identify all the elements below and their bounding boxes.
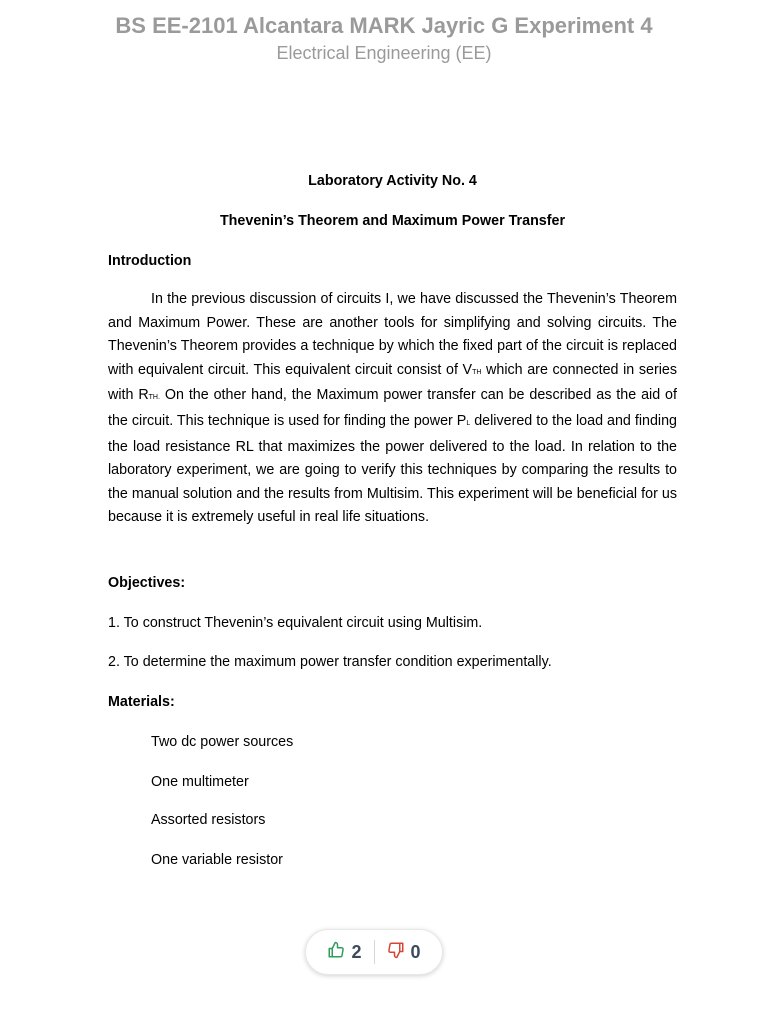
thumbs-up-icon (327, 941, 345, 964)
material-item: One variable resistor (151, 851, 283, 868)
material-item: One multimeter (151, 773, 249, 790)
intro-text-1: In the previous discussion of circuits I, we have discussed the Thevenin’s Theorem and Maximum Power. These are another tools for simplifying and solving circuits. The Thevenin’s Theorem provides a technique by which the fixed part of the circuit is replaced with equivalent circuit. This equivalent circuit consist of V (108, 291, 677, 378)
vote-bar (305, 929, 443, 975)
upvote-count: 2 (351, 941, 362, 962)
materials-heading: Materials: (108, 693, 175, 710)
introduction-paragraph (108, 288, 677, 530)
material-item: Assorted resistors (151, 811, 266, 828)
rth-subscript: TH. (148, 394, 160, 402)
upvote-button[interactable] (315, 941, 373, 964)
intro-text-4: delivered to the load and finding the load resistance RL that maximizes the power delivered to the load. In relation to the laboratory experiment, we are going to verify this techniques by comparing the results to the manual solution and the results from Multisim. This experiment will be beneficial for us because it is extremely useful in real life situations. (108, 412, 677, 526)
document-title: BS EE-2101 Alcantara MARK Jayric G Experiment 4 (115, 13, 653, 38)
document-header (0, 12, 768, 66)
pl-subscript: L (466, 419, 471, 427)
topic-title: Thevenin’s Theorem and Maximum Power Transfer (219, 213, 566, 229)
objectives-heading: Objectives: (108, 574, 186, 591)
document-subtitle: Electrical Engineering (EE) (276, 43, 492, 63)
introduction-heading: Introduction (108, 253, 192, 269)
thumbs-down-icon (387, 941, 405, 964)
objective-item: 2. To determine the maximum power transfer condition experimentally. (108, 653, 552, 670)
activity-title: Laboratory Activity No. 4 (308, 173, 477, 189)
intro-text-3: On the other hand, the Maximum power transfer can be described as the aid of the circuit. This technique is used for finding the power P (108, 387, 677, 429)
intro-text-2: which are connected in series with R (108, 361, 677, 404)
vth-subscript: TH (472, 368, 482, 376)
downvote-count: 0 (410, 941, 421, 962)
downvote-button[interactable] (375, 941, 433, 964)
material-item: Two dc power sources (151, 733, 294, 750)
document-body (108, 171, 677, 870)
objective-item: 1. To construct Thevenin’s equivalent circuit using Multisim. (108, 614, 483, 631)
